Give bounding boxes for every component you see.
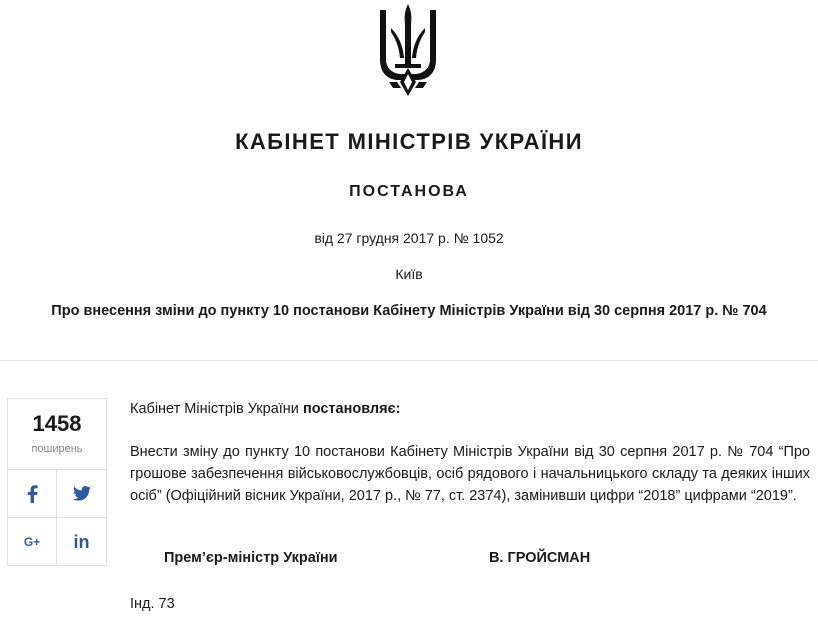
- document-date: від 27 грудня 2017 р. № 1052: [314, 230, 504, 246]
- twitter-share-button[interactable]: [57, 470, 106, 518]
- share-panel: [7, 398, 107, 566]
- resolution-paragraph: Внести зміну до пункту 10 постанови Кабінету Міністрів України від 30 серпня 2017 р. № 704 “Про грошове забезпечення військовослужбовців, осіб рядового і начальницького складу та деяких інших осіб” (Офіційний вісник України, 2017 р., № 77, ст. 2374), замінивши цифри “2018” цифрами “2019”.: [130, 444, 810, 504]
- intro-line: [130, 398, 810, 420]
- signatory-name: В. ГРОЙСМАН: [489, 550, 591, 566]
- intro-verb: постановляє:: [302, 401, 401, 417]
- trident-icon: [377, 2, 439, 98]
- page-title: КАБІНЕТ МІНІСТРІВ УКРАЇНИ: [235, 129, 583, 154]
- document-type: ПОСТАНОВА: [349, 183, 469, 200]
- document-index: Інд. 73: [130, 596, 175, 612]
- document-city: Київ: [395, 266, 423, 282]
- share-counter: [8, 399, 106, 469]
- signatory-title: Прем’єр-міністр України: [164, 550, 338, 566]
- share-buttons: [8, 469, 106, 566]
- document-subject: Про внесення зміни до пункту 10 постанови Кабінету Міністрів України від 30 серпня 2017 р. № 704: [51, 303, 767, 319]
- intro-text: Кабінет Міністрів України: [130, 401, 303, 417]
- divider: [0, 360, 818, 361]
- google-plus-icon: G+: [23, 535, 41, 549]
- share-count: 1458: [32, 411, 82, 436]
- google-plus-share-button[interactable]: [8, 518, 57, 566]
- linkedin-icon: in: [73, 531, 90, 552]
- facebook-icon: [26, 485, 38, 503]
- linkedin-share-button[interactable]: [57, 518, 106, 566]
- twitter-icon: [73, 486, 91, 501]
- share-label: поширень: [31, 443, 83, 455]
- facebook-share-button[interactable]: [8, 470, 57, 518]
